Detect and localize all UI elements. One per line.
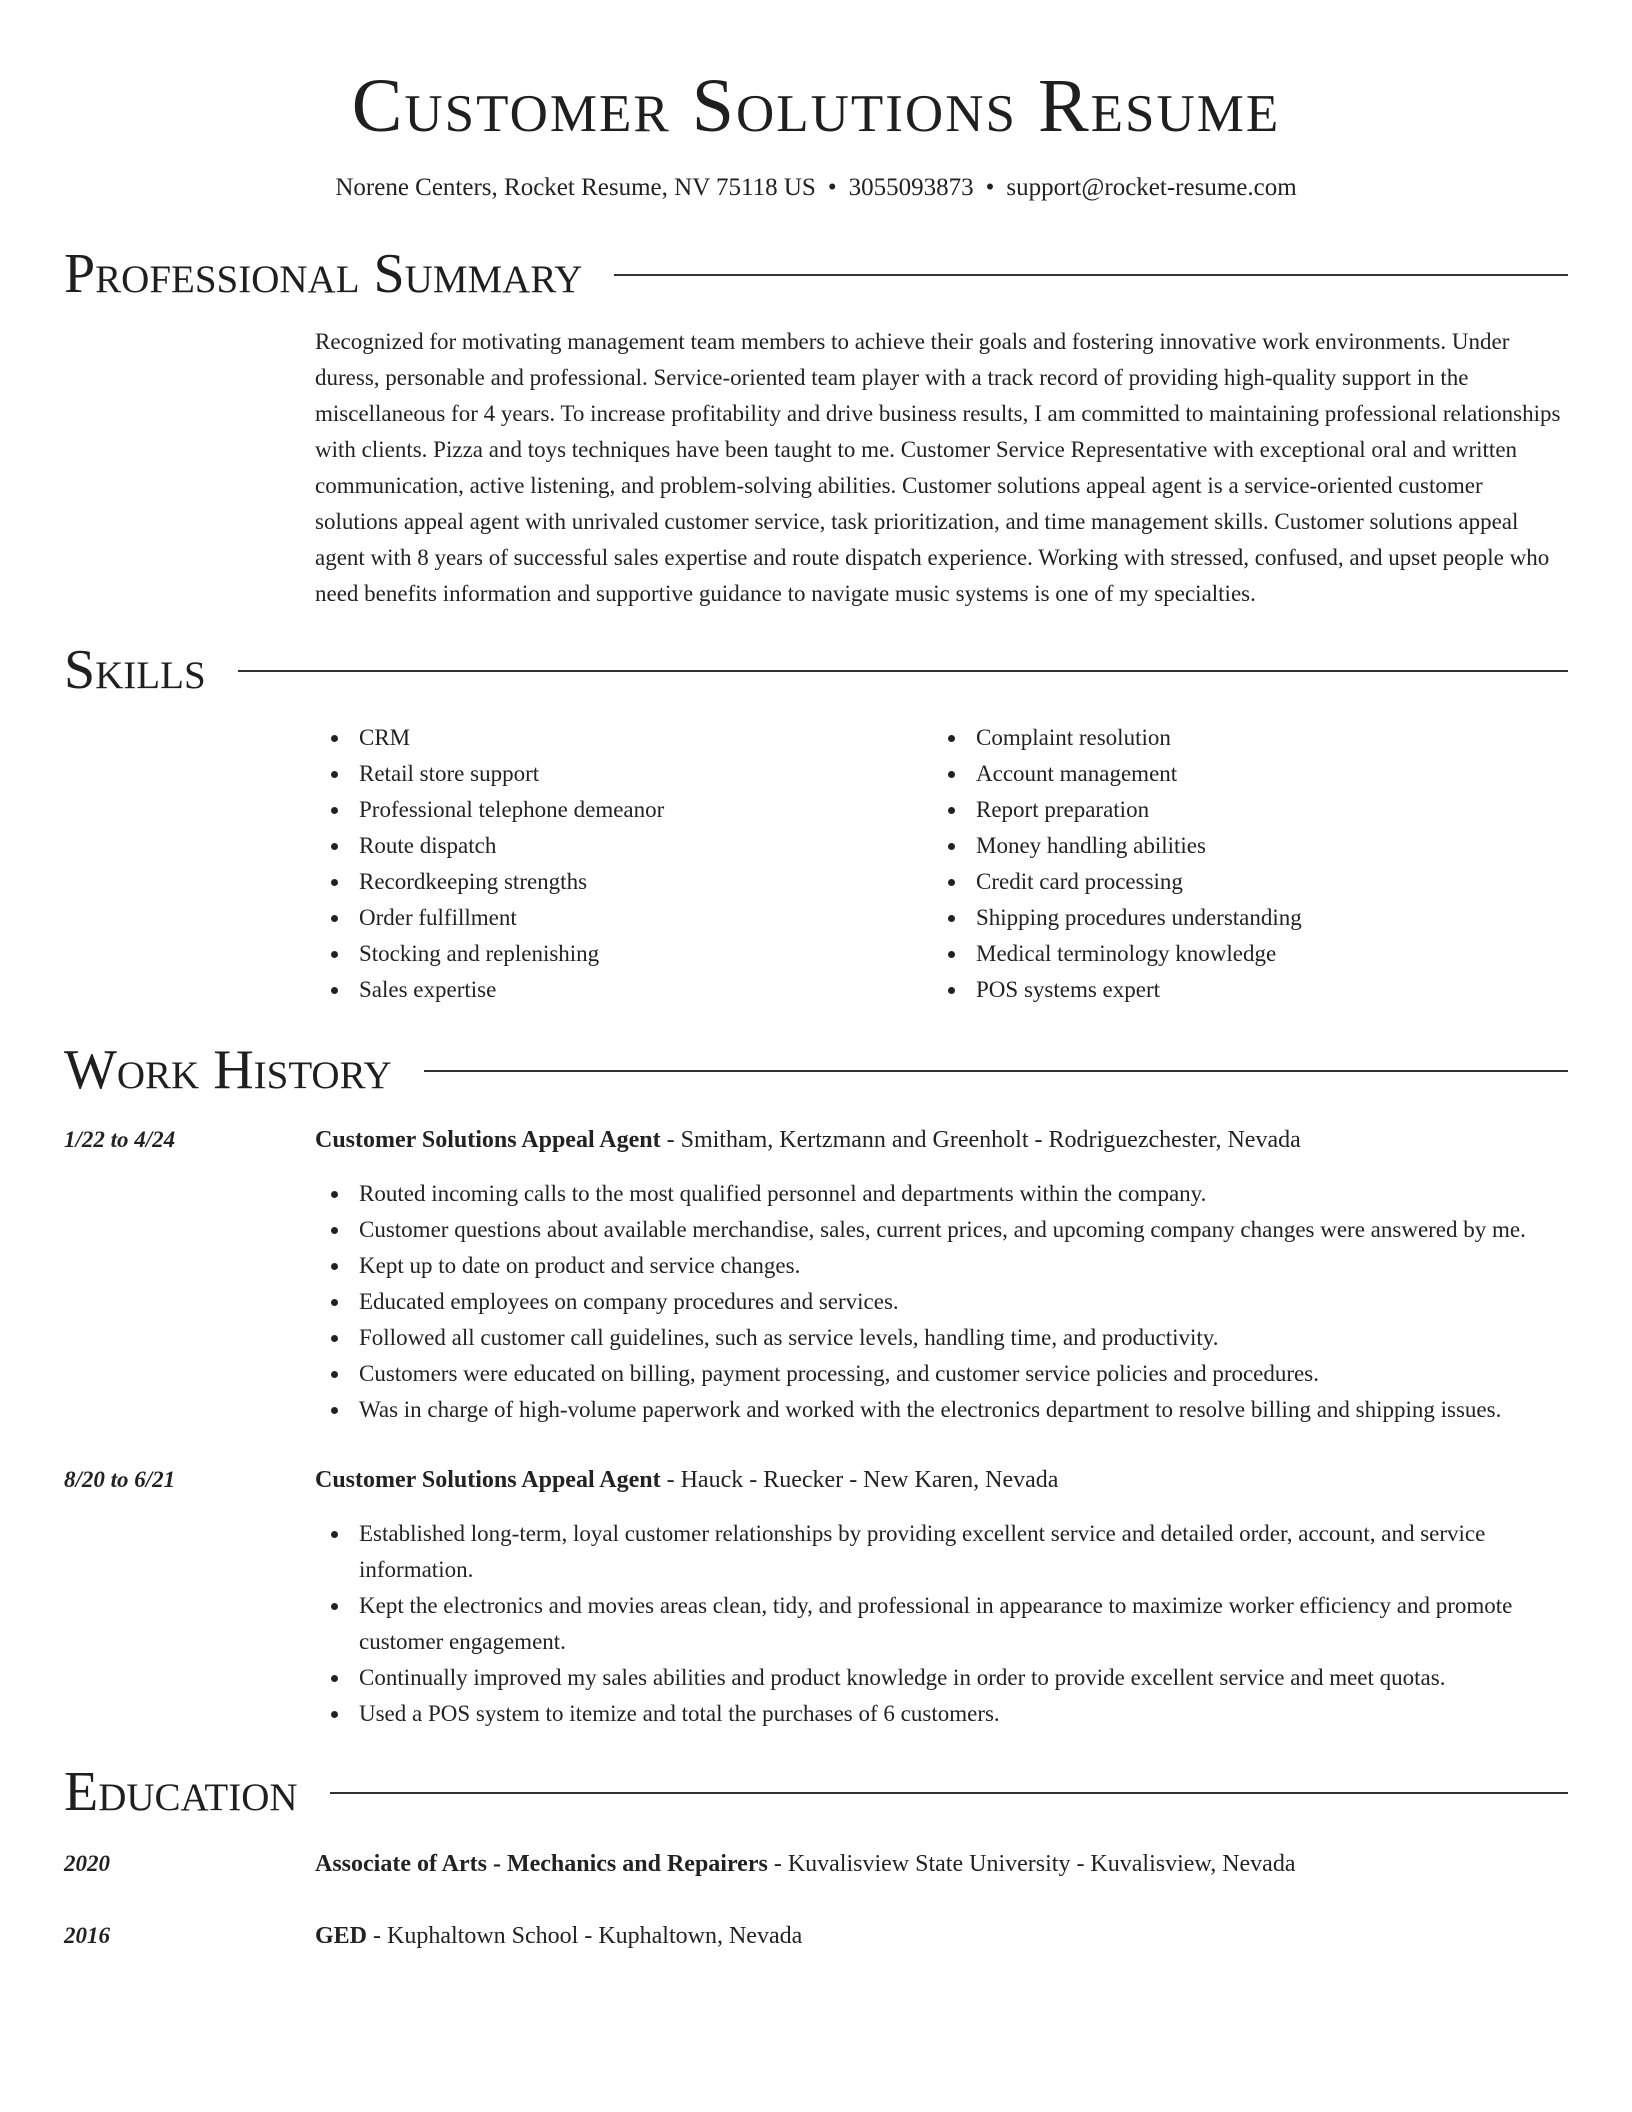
skill-item: Report preparation [932, 792, 1549, 828]
job-details: - Hauck - Ruecker - New Karen, Nevada [660, 1467, 1059, 1493]
education-details: - Kuvalisview State University - Kuvalisview, Nevada [767, 1851, 1296, 1877]
section-divider [424, 1070, 1568, 1072]
education-degree: Associate of Arts - Mechanics and Repairers [315, 1851, 768, 1877]
skill-item: Route dispatch [315, 828, 932, 864]
job-dates: 1/22 to 4/24 [64, 1127, 176, 1152]
skill-item: Stocking and replenishing [315, 936, 932, 972]
skill-item: Recordkeeping strengths [315, 864, 932, 900]
skill-item: Retail store support [315, 756, 932, 792]
job-bullet: Was in charge of high-volume paperwork and worked with the electronics department to resolve billing and shipping issues. [315, 1392, 1568, 1428]
job-bullet: Customers were educated on billing, payment processing, and customer service policies and procedures. [315, 1356, 1568, 1392]
job-bullet: Used a POS system to itemize and total the purchases of 6 customers. [315, 1696, 1568, 1732]
skill-item: CRM [315, 720, 932, 756]
section-divider [614, 274, 1568, 276]
skill-item: POS systems expert [932, 972, 1549, 1008]
job-entry [64, 1462, 1568, 1732]
job-body [315, 1462, 1568, 1732]
contact-separator: • [827, 174, 837, 201]
job-bullet: Routed incoming calls to the most qualified personnel and departments within the company. [315, 1176, 1568, 1212]
job-bullet: Followed all customer call guidelines, such as service levels, handling time, and productivity. [315, 1320, 1568, 1356]
job-bullet: Kept the electronics and movies areas clean, tidy, and professional in appearance to maximize worker efficiency and promote customer engagement. [315, 1588, 1568, 1660]
work-heading: Work History [64, 1039, 392, 1101]
education-degree: GED [315, 1923, 368, 1949]
job-title: Customer Solutions Appeal Agent [315, 1127, 661, 1153]
resume-page [64, 0, 1568, 1954]
resume-title: Customer Solutions Resume [351, 64, 1281, 148]
education-year: 2016 [64, 1923, 110, 1948]
work-section-header [64, 1038, 1568, 1102]
job-heading [315, 1462, 1568, 1498]
job-heading [315, 1122, 1568, 1158]
job-dates: 8/20 to 6/21 [64, 1467, 176, 1492]
section-divider [238, 670, 1568, 672]
skill-item: Medical terminology knowledge [932, 936, 1549, 972]
job-title: Customer Solutions Appeal Agent [315, 1467, 661, 1493]
job-bullet: Established long-term, loyal customer relationships by providing excellent service and detailed order, account, and service information. [315, 1516, 1568, 1588]
education-line [315, 1918, 1568, 1954]
education-entry [64, 1846, 1568, 1882]
skill-item: Order fulfillment [315, 900, 932, 936]
education-details: - Kuphaltown School - Kuphaltown, Nevada [367, 1923, 803, 1949]
skill-item: Shipping procedures understanding [932, 900, 1549, 936]
skills-heading: Skills [64, 639, 206, 701]
contact-phone: 3055093873 [848, 174, 974, 201]
skill-item: Complaint resolution [932, 720, 1549, 756]
summary-heading: Professional Summary [64, 243, 583, 305]
contact-separator: • [985, 174, 995, 201]
skill-item: Professional telephone demeanor [315, 792, 932, 828]
job-entry [64, 1122, 1568, 1428]
education-line [315, 1846, 1568, 1882]
contact-address: Norene Centers, Rocket Resume, NV 75118 US [335, 174, 816, 201]
job-bullets [315, 1176, 1568, 1428]
education-section-header [64, 1760, 1568, 1824]
job-bullet: Kept up to date on product and service changes. [315, 1248, 1568, 1284]
summary-text: Recognized for motivating management team members to achieve their goals and fostering innovative work environments. Under duress, personable and professional. Service-oriented team player with a track record of providing high-quality support in the miscellaneous for 4 years. To increase profitability and drive business results, I am committed to maintaining professional relationships with clients. Pizza and toys techniques have been taught to me. Customer Service Representative with exceptional oral and written communication, active listening, and problem-solving abilities. Customer solutions appeal agent is a service-oriented customer solutions appeal agent with unrivaled customer service, task prioritization, and time management skills. Customer solutions appeal agent with 8 years of successful sales expertise and route dispatch experience. Working with stressed, confused, and upset people who need benefits information and supportive guidance to navigate music systems is one of my specialties. [315, 329, 1561, 606]
skills-column-left [315, 720, 932, 1008]
skill-item: Account management [932, 756, 1549, 792]
skill-item: Sales expertise [315, 972, 932, 1008]
skills-list [315, 720, 1568, 1008]
summary-section-header [64, 242, 1568, 306]
skills-section-header [64, 638, 1568, 702]
skill-item: Money handling abilities [932, 828, 1549, 864]
job-body [315, 1122, 1568, 1428]
job-bullets [315, 1516, 1568, 1732]
skill-item: Credit card processing [932, 864, 1549, 900]
education-heading: Education [64, 1761, 298, 1823]
skills-column-right [932, 720, 1549, 1008]
education-year: 2020 [64, 1851, 110, 1876]
job-bullet: Customer questions about available merchandise, sales, current prices, and upcoming company changes were answered by me. [315, 1212, 1568, 1248]
job-bullet: Educated employees on company procedures and services. [315, 1284, 1568, 1320]
contact-email[interactable]: support@rocket-resume.com [1006, 174, 1297, 201]
job-details: - Smitham, Kertzmann and Greenholt - Rodriguezchester, Nevada [660, 1127, 1301, 1153]
contact-line [64, 172, 1568, 204]
job-bullet: Continually improved my sales abilities and product knowledge in order to provide excellent service and meet quotas. [315, 1660, 1568, 1696]
education-entry [64, 1918, 1568, 1954]
section-divider [330, 1792, 1568, 1794]
